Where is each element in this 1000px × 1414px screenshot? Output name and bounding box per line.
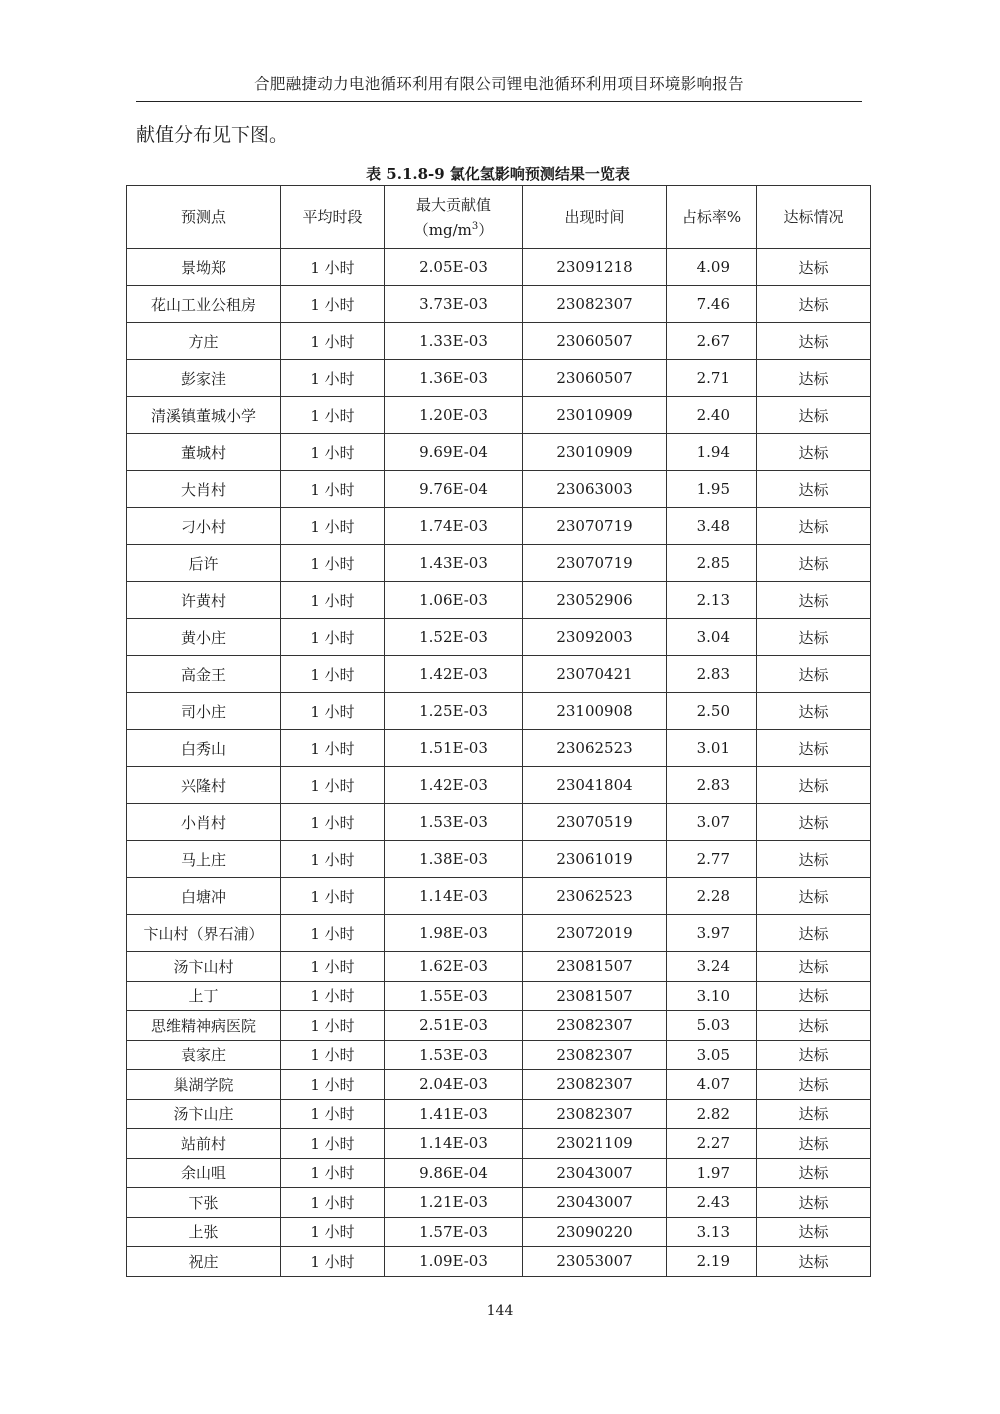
cell-rate: 2.13 — [667, 582, 757, 619]
cell-status: 达标 — [757, 915, 871, 952]
cell-max-value: 3.73E-03 — [385, 286, 523, 323]
cell-status: 达标 — [757, 767, 871, 804]
cell-point: 袁家庄 — [127, 1040, 281, 1070]
cell-point: 祝庄 — [127, 1247, 281, 1277]
cell-point: 景坳郑 — [127, 249, 281, 286]
cell-max-value: 1.36E-03 — [385, 360, 523, 397]
cell-time: 23053007 — [523, 1247, 667, 1277]
cell-rate: 2.50 — [667, 693, 757, 730]
col-header-max-value — [385, 186, 523, 249]
cell-rate: 2.82 — [667, 1099, 757, 1129]
table-row — [127, 360, 871, 397]
cell-time: 23082307 — [523, 1040, 667, 1070]
cell-rate: 2.40 — [667, 397, 757, 434]
table-row — [127, 397, 871, 434]
cell-period: 1 小时 — [281, 1011, 385, 1041]
cell-max-value: 1.25E-03 — [385, 693, 523, 730]
cell-point: 上丁 — [127, 981, 281, 1011]
cell-status: 达标 — [757, 1247, 871, 1277]
cell-point: 大肖村 — [127, 471, 281, 508]
cell-time: 23082307 — [523, 1070, 667, 1100]
cell-time: 23070421 — [523, 656, 667, 693]
cell-period: 1 小时 — [281, 397, 385, 434]
cell-rate: 2.67 — [667, 323, 757, 360]
cell-point: 马上庄 — [127, 841, 281, 878]
cell-time: 23052906 — [523, 582, 667, 619]
cell-period: 1 小时 — [281, 841, 385, 878]
cell-point: 许黄村 — [127, 582, 281, 619]
cell-time: 23043007 — [523, 1188, 667, 1218]
cell-time: 23063003 — [523, 471, 667, 508]
cell-time: 23062523 — [523, 730, 667, 767]
cell-time: 23082307 — [523, 1011, 667, 1041]
table-caption: 表 5.1.8-9 氯化氢影响预测结果一览表 — [366, 165, 630, 183]
col-header-max-value-unit — [385, 216, 522, 241]
cell-status: 达标 — [757, 804, 871, 841]
cell-max-value: 9.86E-04 — [385, 1158, 523, 1188]
table-row — [127, 249, 871, 286]
cell-status: 达标 — [757, 323, 871, 360]
cell-status: 达标 — [757, 841, 871, 878]
cell-point: 清溪镇董城小学 — [127, 397, 281, 434]
col-header-time: 出现时间 — [523, 186, 667, 249]
cell-point: 花山工业公租房 — [127, 286, 281, 323]
cell-max-value: 1.42E-03 — [385, 656, 523, 693]
cell-period: 1 小时 — [281, 804, 385, 841]
cell-period: 1 小时 — [281, 1129, 385, 1159]
cell-point: 白塘冲 — [127, 878, 281, 915]
cell-time: 23043007 — [523, 1158, 667, 1188]
cell-time: 23090220 — [523, 1217, 667, 1247]
unit-text: （mg/m — [413, 220, 472, 239]
cell-period: 1 小时 — [281, 508, 385, 545]
cell-point: 卞山村（界石浦） — [127, 915, 281, 952]
cell-time: 23070719 — [523, 545, 667, 582]
cell-point: 黄小庄 — [127, 619, 281, 656]
cell-point: 汤卞山庄 — [127, 1099, 281, 1129]
cell-point: 方庄 — [127, 323, 281, 360]
table-row — [127, 981, 871, 1011]
cell-max-value: 1.51E-03 — [385, 730, 523, 767]
cell-time: 23081507 — [523, 952, 667, 982]
cell-period: 1 小时 — [281, 1158, 385, 1188]
cell-max-value: 1.42E-03 — [385, 767, 523, 804]
cell-time: 23062523 — [523, 878, 667, 915]
cell-rate: 3.04 — [667, 619, 757, 656]
table-row — [127, 508, 871, 545]
cell-status: 达标 — [757, 1188, 871, 1218]
table-row — [127, 915, 871, 952]
col-header-rate: 占标率% — [667, 186, 757, 249]
cell-period: 1 小时 — [281, 434, 385, 471]
cell-period: 1 小时 — [281, 730, 385, 767]
table-row — [127, 1188, 871, 1218]
cell-max-value: 1.43E-03 — [385, 545, 523, 582]
cell-rate: 2.71 — [667, 360, 757, 397]
cell-rate: 3.24 — [667, 952, 757, 982]
table-row — [127, 582, 871, 619]
table-row — [127, 1070, 871, 1100]
cell-max-value: 1.57E-03 — [385, 1217, 523, 1247]
cell-status: 达标 — [757, 693, 871, 730]
cell-max-value: 1.52E-03 — [385, 619, 523, 656]
cell-status: 达标 — [757, 619, 871, 656]
page-number: 144 — [486, 1303, 514, 1319]
cell-max-value: 1.74E-03 — [385, 508, 523, 545]
cell-status: 达标 — [757, 952, 871, 982]
table-row — [127, 619, 871, 656]
cell-period: 1 小时 — [281, 767, 385, 804]
cell-rate: 3.01 — [667, 730, 757, 767]
cell-max-value: 1.55E-03 — [385, 981, 523, 1011]
table-row — [127, 286, 871, 323]
cell-time: 23070719 — [523, 508, 667, 545]
cell-period: 1 小时 — [281, 1188, 385, 1218]
cell-rate: 3.97 — [667, 915, 757, 952]
cell-period: 1 小时 — [281, 656, 385, 693]
cell-period: 1 小时 — [281, 360, 385, 397]
cell-status: 达标 — [757, 249, 871, 286]
cell-max-value: 1.33E-03 — [385, 323, 523, 360]
cell-point: 刁小村 — [127, 508, 281, 545]
cell-max-value: 1.09E-03 — [385, 1247, 523, 1277]
cell-period: 1 小时 — [281, 693, 385, 730]
cell-rate: 4.07 — [667, 1070, 757, 1100]
table-row — [127, 656, 871, 693]
cell-max-value: 2.04E-03 — [385, 1070, 523, 1100]
table-row — [127, 878, 871, 915]
cell-max-value: 1.62E-03 — [385, 952, 523, 982]
cell-status: 达标 — [757, 730, 871, 767]
col-header-point: 预测点 — [127, 186, 281, 249]
cell-status: 达标 — [757, 434, 871, 471]
cell-status: 达标 — [757, 1011, 871, 1041]
cell-point: 站前村 — [127, 1129, 281, 1159]
intro-text: 献值分布见下图。 — [136, 124, 289, 146]
cell-max-value: 1.98E-03 — [385, 915, 523, 952]
cell-period: 1 小时 — [281, 1247, 385, 1277]
cell-point: 余山咀 — [127, 1158, 281, 1188]
col-header-status: 达标情况 — [757, 186, 871, 249]
running-header: 合肥融捷动力电池循环利用有限公司锂电池循环利用项目环境影响报告 — [254, 75, 744, 93]
cell-rate: 7.46 — [667, 286, 757, 323]
cell-max-value: 1.53E-03 — [385, 1040, 523, 1070]
cell-period: 1 小时 — [281, 981, 385, 1011]
cell-period: 1 小时 — [281, 952, 385, 982]
cell-status: 达标 — [757, 981, 871, 1011]
table-row — [127, 693, 871, 730]
cell-time: 23010909 — [523, 397, 667, 434]
cell-point: 思维精神病医院 — [127, 1011, 281, 1041]
cell-status: 达标 — [757, 878, 871, 915]
cell-time: 23100908 — [523, 693, 667, 730]
cell-period: 1 小时 — [281, 471, 385, 508]
cell-rate: 2.27 — [667, 1129, 757, 1159]
table-row — [127, 1129, 871, 1159]
cell-max-value: 9.69E-04 — [385, 434, 523, 471]
header-rule — [136, 101, 862, 102]
cell-rate: 2.19 — [667, 1247, 757, 1277]
cell-status: 达标 — [757, 397, 871, 434]
table-row — [127, 1217, 871, 1247]
table-row — [127, 952, 871, 982]
cell-point: 上张 — [127, 1217, 281, 1247]
cell-time: 23072019 — [523, 915, 667, 952]
cell-time: 23070519 — [523, 804, 667, 841]
cell-rate: 5.03 — [667, 1011, 757, 1041]
cell-max-value: 1.14E-03 — [385, 878, 523, 915]
cell-rate: 3.48 — [667, 508, 757, 545]
cell-time: 23060507 — [523, 360, 667, 397]
cell-max-value: 1.53E-03 — [385, 804, 523, 841]
table-row — [127, 730, 871, 767]
table-row — [127, 471, 871, 508]
table-row — [127, 1247, 871, 1277]
cell-status: 达标 — [757, 1099, 871, 1129]
cell-point: 白秀山 — [127, 730, 281, 767]
cell-status: 达标 — [757, 471, 871, 508]
table-row — [127, 323, 871, 360]
cell-rate: 2.83 — [667, 656, 757, 693]
cell-rate: 3.07 — [667, 804, 757, 841]
cell-time: 23091218 — [523, 249, 667, 286]
cell-status: 达标 — [757, 1217, 871, 1247]
cell-status: 达标 — [757, 1040, 871, 1070]
cell-point: 小肖村 — [127, 804, 281, 841]
cell-point: 司小庄 — [127, 693, 281, 730]
cell-max-value: 1.21E-03 — [385, 1188, 523, 1218]
cell-period: 1 小时 — [281, 323, 385, 360]
table-row — [127, 1040, 871, 1070]
cell-time: 23021109 — [523, 1129, 667, 1159]
cell-period: 1 小时 — [281, 915, 385, 952]
cell-rate: 1.94 — [667, 434, 757, 471]
cell-rate: 2.83 — [667, 767, 757, 804]
cell-rate: 3.05 — [667, 1040, 757, 1070]
col-header-period: 平均时段 — [281, 186, 385, 249]
cell-point: 巢湖学院 — [127, 1070, 281, 1100]
cell-time: 23061019 — [523, 841, 667, 878]
table-row — [127, 767, 871, 804]
cell-rate: 2.43 — [667, 1188, 757, 1218]
cell-max-value: 2.05E-03 — [385, 249, 523, 286]
cell-rate: 3.10 — [667, 981, 757, 1011]
cell-rate: 2.28 — [667, 878, 757, 915]
unit-superscript: 3 — [471, 220, 479, 232]
table-row — [127, 1158, 871, 1188]
cell-rate: 2.77 — [667, 841, 757, 878]
cell-max-value: 2.51E-03 — [385, 1011, 523, 1041]
table-header-row — [127, 186, 871, 249]
cell-max-value: 1.41E-03 — [385, 1099, 523, 1129]
cell-point: 董城村 — [127, 434, 281, 471]
cell-period: 1 小时 — [281, 1099, 385, 1129]
cell-max-value: 1.20E-03 — [385, 397, 523, 434]
cell-point: 汤卞山村 — [127, 952, 281, 982]
cell-point: 下张 — [127, 1188, 281, 1218]
cell-status: 达标 — [757, 1129, 871, 1159]
cell-period: 1 小时 — [281, 619, 385, 656]
table-row — [127, 804, 871, 841]
cell-max-value: 1.14E-03 — [385, 1129, 523, 1159]
table-row — [127, 434, 871, 471]
table-row — [127, 1011, 871, 1041]
cell-period: 1 小时 — [281, 545, 385, 582]
cell-time: 23092003 — [523, 619, 667, 656]
results-table — [126, 185, 871, 1277]
cell-rate: 1.97 — [667, 1158, 757, 1188]
cell-max-value: 9.76E-04 — [385, 471, 523, 508]
cell-point: 彭家洼 — [127, 360, 281, 397]
cell-period: 1 小时 — [281, 1040, 385, 1070]
cell-period: 1 小时 — [281, 582, 385, 619]
cell-point: 兴隆村 — [127, 767, 281, 804]
cell-status: 达标 — [757, 360, 871, 397]
cell-period: 1 小时 — [281, 286, 385, 323]
cell-rate: 1.95 — [667, 471, 757, 508]
cell-time: 23041804 — [523, 767, 667, 804]
table-row — [127, 841, 871, 878]
cell-max-value: 1.38E-03 — [385, 841, 523, 878]
cell-time: 23081507 — [523, 981, 667, 1011]
cell-period: 1 小时 — [281, 1070, 385, 1100]
cell-rate: 3.13 — [667, 1217, 757, 1247]
cell-status: 达标 — [757, 508, 871, 545]
col-header-max-value-line1: 最大贡献值 — [415, 195, 491, 214]
cell-rate: 2.85 — [667, 545, 757, 582]
table-row — [127, 1099, 871, 1129]
table-row — [127, 545, 871, 582]
cell-rate: 4.09 — [667, 249, 757, 286]
cell-point: 高金王 — [127, 656, 281, 693]
unit-close: ） — [478, 220, 494, 239]
cell-point: 后许 — [127, 545, 281, 582]
cell-max-value: 1.06E-03 — [385, 582, 523, 619]
cell-status: 达标 — [757, 545, 871, 582]
cell-time: 23060507 — [523, 323, 667, 360]
cell-period: 1 小时 — [281, 249, 385, 286]
cell-status: 达标 — [757, 1158, 871, 1188]
cell-period: 1 小时 — [281, 878, 385, 915]
cell-status: 达标 — [757, 656, 871, 693]
cell-time: 23082307 — [523, 286, 667, 323]
cell-status: 达标 — [757, 286, 871, 323]
cell-time: 23010909 — [523, 434, 667, 471]
cell-status: 达标 — [757, 1070, 871, 1100]
cell-time: 23082307 — [523, 1099, 667, 1129]
cell-status: 达标 — [757, 582, 871, 619]
cell-period: 1 小时 — [281, 1217, 385, 1247]
